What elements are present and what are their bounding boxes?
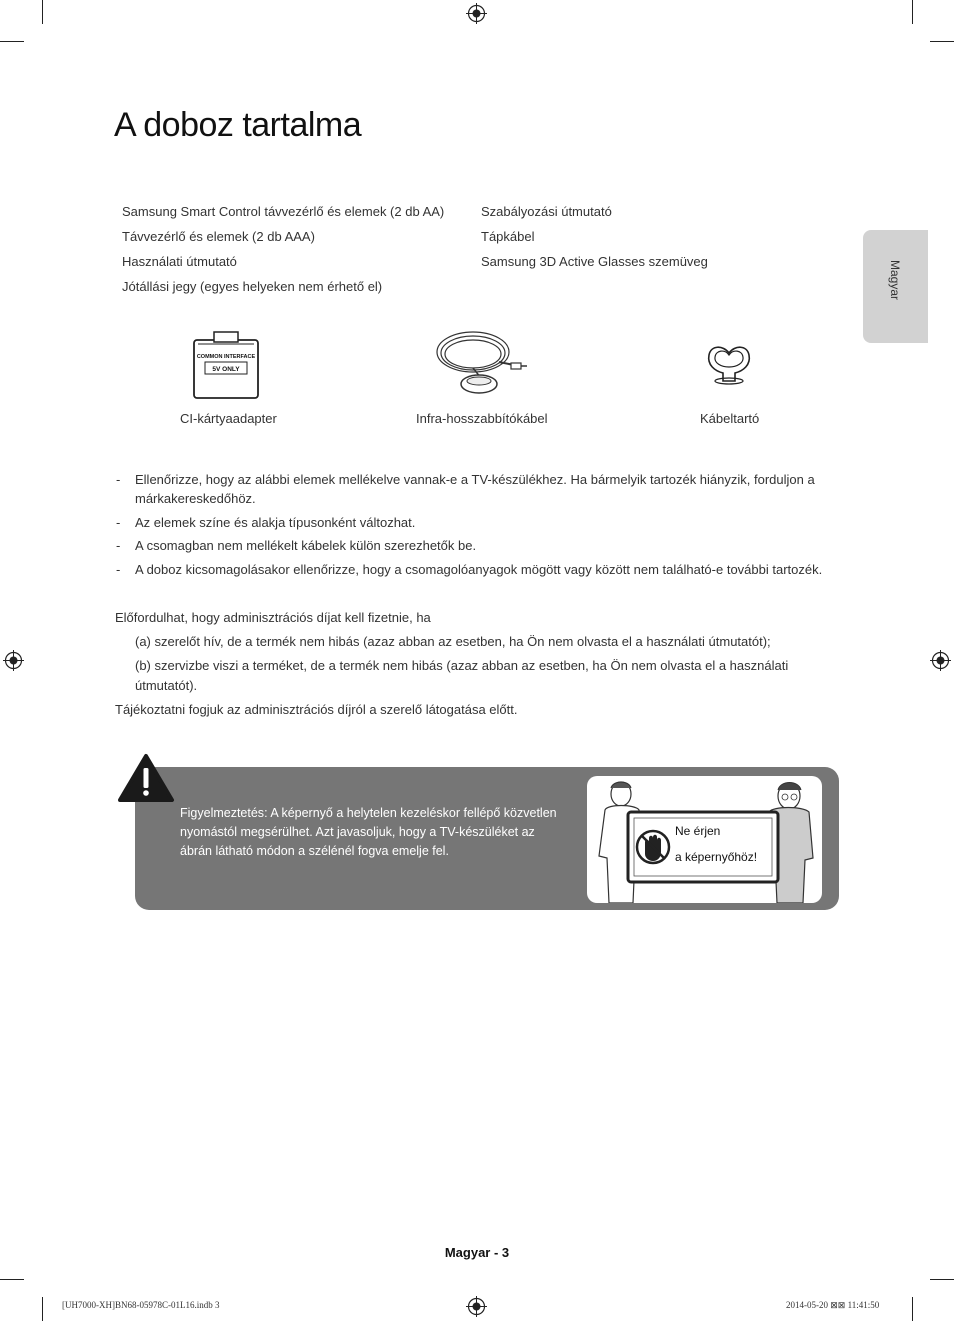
- registration-mark-icon: [466, 3, 487, 24]
- ir-extender-cable-image: [433, 328, 529, 400]
- warning-illustration: [587, 776, 822, 903]
- warning-body: : A képernyő a helytelen kezeléskor fellépő közvetlen nyomástól megsérülhet. Azt javasoljuk, hogy a TV-készüléket az ábrán látható módon a szélénél fogva emelje fel.: [180, 806, 557, 858]
- page-number: Magyar - 3: [444, 1245, 510, 1260]
- admin-intro: Előfordulhat, hogy adminisztrációs díjat kell fizetnie, ha: [115, 610, 431, 625]
- note-text: Az elemek színe és alakja típusonként változhat.: [135, 515, 416, 530]
- note-text: Ellenőrizze, hogy az alábbi elemek mellékelve vannak-e a TV-készülékhez. Ha bármelyik tartozék hiányzik, forduljon a márkakereskedőhöz.: [135, 472, 815, 506]
- crop-mark: [930, 41, 954, 42]
- side-tab-label: Magyar: [888, 260, 902, 301]
- note-dash: -: [116, 472, 121, 487]
- language-side-tab: [863, 230, 928, 343]
- registration-mark-icon: [466, 1296, 487, 1317]
- admin-case-a: (a) szerelőt hív, de a termék nem hibás (azaz abban az esetben, ha Ön nem olvasta el a használati útmutatót);: [135, 634, 771, 649]
- file-info: [UH7000-XH]BN68-05978C-01L16.indb 3: [62, 1300, 220, 1310]
- warning-text: [180, 804, 560, 861]
- crop-mark: [0, 1279, 24, 1280]
- contents-item: Távvezérlő és elemek (2 db AAA): [122, 229, 315, 244]
- note-dash: -: [116, 538, 121, 553]
- contents-item: Jótállási jegy (egyes helyeken nem érhető el): [122, 279, 383, 294]
- crop-mark: [42, 1297, 43, 1321]
- ci-card-label: COMMON INTERFACE: [196, 354, 256, 360]
- note-text: A csomagban nem mellékelt kábelek külön szerezhetők be.: [135, 538, 477, 553]
- note-dash: -: [116, 562, 121, 577]
- cable-holder-caption: Kábeltartó: [700, 411, 760, 426]
- admin-outro: Tájékoztatni fogjuk az adminisztrációs díjról a szerelő látogatása előtt.: [115, 702, 518, 717]
- ci-card-voltage-label: 5V ONLY: [212, 366, 240, 373]
- crop-mark: [0, 41, 24, 42]
- contents-item: Szabályozási útmutató: [481, 204, 612, 219]
- contents-item: Használati útmutató: [122, 254, 237, 269]
- sign-line-1: Ne érjen: [675, 824, 721, 838]
- warning-triangle-icon: [117, 753, 175, 803]
- admin-case-b-cont: útmutatót).: [135, 678, 198, 693]
- contents-item: Samsung Smart Control távvezérlő és elemek (2 db AA): [122, 204, 445, 219]
- warning-label: Figyelmeztetés: [180, 806, 265, 820]
- note-text: A doboz kicsomagolásakor ellenőrizze, hogy a csomagolóanyagok mögött vagy között nem található-e további tartozék.: [135, 562, 823, 577]
- crop-mark: [42, 0, 43, 24]
- admin-case-b: (b) szervizbe viszi a terméket, de a termék nem hibás (azaz abban az esetben, ha Ön nem olvasta el a használati: [135, 658, 789, 673]
- people-holding-tv-image: [587, 776, 822, 903]
- note-item: [116, 470, 846, 510]
- cable-holder-image: [705, 343, 753, 385]
- note-item: [116, 536, 846, 556]
- page-title: A doboz tartalma: [114, 106, 362, 144]
- crop-mark: [930, 1279, 954, 1280]
- contents-item: Samsung 3D Active Glasses szemüveg: [481, 254, 708, 269]
- print-timestamp: 2014-05-20 ⊠⊠ 11:41:50: [786, 1300, 880, 1310]
- contents-item: Tápkábel: [481, 229, 535, 244]
- note-dash: -: [116, 515, 121, 530]
- crop-mark: [912, 0, 913, 24]
- ir-cable-caption: Infra-hosszabbítókábel: [416, 411, 548, 426]
- ci-card-caption: CI-kártyaadapter: [180, 411, 277, 426]
- ci-card-adapter-image: [192, 330, 262, 400]
- note-item: [116, 560, 856, 580]
- crop-mark: [912, 1297, 913, 1321]
- sign-line-2: a képernyőhöz!: [675, 850, 758, 864]
- registration-mark-icon: [930, 650, 951, 671]
- registration-mark-icon: [3, 650, 24, 671]
- note-item: [116, 513, 846, 533]
